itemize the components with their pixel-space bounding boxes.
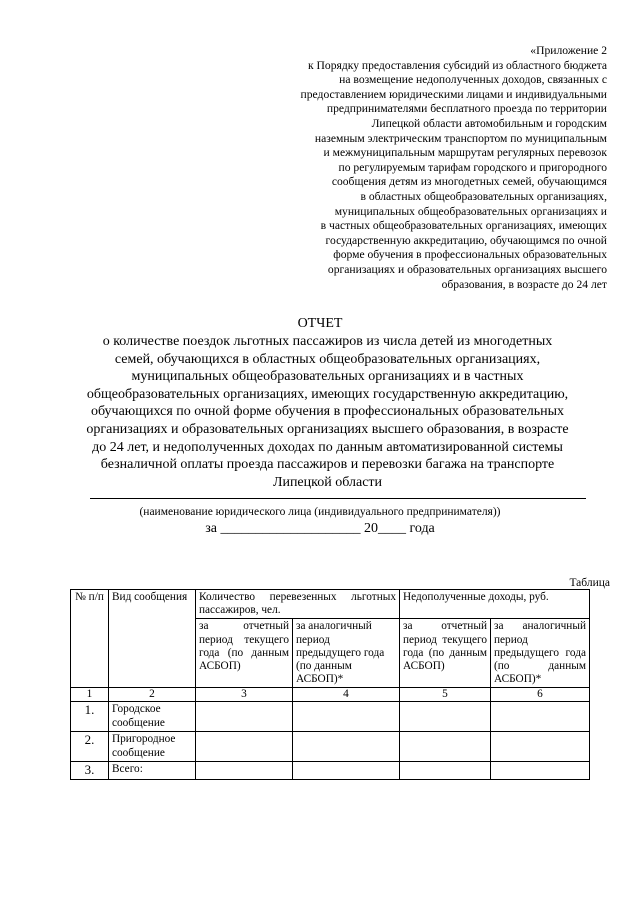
table-cell: [293, 702, 400, 732]
report-period-line: за ____________________ 20____ года: [205, 521, 435, 536]
subheader-income-current: за отчетный период текущего года (по данным АСБОП): [400, 619, 491, 688]
table-label: Таблица: [569, 577, 610, 589]
report-line: до 24 лет, и недополученных доходах по данным автоматизированной системы: [92, 439, 563, 455]
appendix-line: организациях и образовательных организациях высшего: [327, 262, 607, 276]
appendix-line: предпринимателями бесплатного проезда по территории: [326, 102, 607, 116]
appendix-line: образования, в возрасте до 24 лет: [441, 277, 607, 291]
table-header-row: [71, 590, 590, 619]
column-number: 1: [71, 688, 109, 702]
appendix-line: и межмуниципальным маршрутам регулярных перевозок: [323, 146, 607, 160]
table-row: [71, 762, 590, 780]
column-number-row: [71, 688, 590, 702]
column-number: 3: [196, 688, 293, 702]
report-table: [70, 589, 590, 780]
appendix-line: по регулируемым тарифам городского и пригородного: [338, 160, 607, 174]
table-row: [71, 732, 590, 762]
column-number: 6: [491, 688, 590, 702]
table-cell: [293, 762, 400, 780]
header-passengers: Количество перевезенных льготных пассажиров, чел.: [196, 590, 400, 619]
header-type: Вид сообщения: [109, 590, 196, 688]
table-cell: [400, 762, 491, 780]
appendix-line: Липецкой области автомобильным и городским: [371, 116, 607, 130]
table-cell: [196, 732, 293, 762]
row-type: Городское сообщение: [109, 702, 196, 732]
appendix-line: в частных общеобразовательных организациях, имеющих: [320, 219, 607, 233]
row-number: 3.: [71, 762, 109, 780]
table-cell: [196, 702, 293, 732]
row-number: 2.: [71, 732, 109, 762]
table-cell: [400, 732, 491, 762]
appendix-header: [227, 44, 607, 292]
entity-name-blank-line: [90, 498, 586, 499]
report-line: Липецкой области: [272, 474, 383, 490]
appendix-line: предоставлением юридическими лицами и индивидуальными: [300, 87, 607, 101]
report-line: муниципальных общеобразовательных организациях и в частных: [131, 369, 524, 385]
appendix-line: форме обучения в профессиональных образовательных: [333, 248, 607, 262]
table-cell: [196, 762, 293, 780]
report-line: безналичной оплаты проезда пассажиров и перевозки багажа на транспорте: [100, 457, 555, 473]
column-number: 5: [400, 688, 491, 702]
subheader-passengers-previous: за аналогичный период предыдущего года (по данным АСБОП)*: [293, 619, 400, 688]
report-title: ОТЧЕТ: [297, 316, 343, 331]
entity-name-caption: (наименование юридического лица (индивидуального предпринимателя)): [139, 506, 501, 518]
appendix-line: государственную аккредитацию, обучающимся по очной: [325, 233, 607, 247]
row-type: Пригородное сообщение: [109, 732, 196, 762]
report-description: [55, 333, 600, 491]
report-line: организациях и образовательных организациях высшего образования, в возрасте: [86, 421, 569, 437]
column-number: 4: [293, 688, 400, 702]
subheader-income-previous: за аналогичный период предыдущего года (по данным АСБОП)*: [491, 619, 590, 688]
table-cell: [491, 762, 590, 780]
table-row: [71, 702, 590, 732]
appendix-line: сообщения детям из многодетных семей, обучающимся: [331, 175, 607, 189]
appendix-line: в областных общеобразовательных организациях,: [360, 189, 607, 203]
table-cell: [293, 732, 400, 762]
appendix-line: муниципальных общеобразовательных организациях и: [334, 204, 607, 218]
header-income: Недополученные доходы, руб.: [400, 590, 590, 619]
table-cell: [400, 702, 491, 732]
table-cell: [491, 702, 590, 732]
appendix-line: к Порядку предоставления субсидий из областного бюджета: [308, 58, 607, 72]
appendix-line: наземным электрическим транспортом по муниципальным: [314, 131, 607, 145]
appendix-line: на возмещение недополученных доходов, связанных с: [339, 73, 607, 87]
report-line: семей, обучающихся в областных общеобразовательных организациях,: [114, 351, 541, 367]
row-type: Всего:: [109, 762, 196, 780]
table-cell: [491, 732, 590, 762]
report-line: общеобразовательных организациях, имеющих государственную аккредитацию,: [86, 386, 569, 402]
column-number: 2: [109, 688, 196, 702]
report-line: о количестве поездок льготных пассажиров из числа детей из многодетных: [102, 334, 553, 349]
report-line: обучающихся по очной форме обучения в профессиональных образовательных: [90, 404, 565, 420]
subheader-passengers-current: за отчетный период текущего года (по данным АСБОП): [196, 619, 293, 688]
appendix-line: «Приложение 2: [530, 44, 607, 57]
header-num: № п/п: [71, 590, 109, 688]
row-number: 1.: [71, 702, 109, 732]
